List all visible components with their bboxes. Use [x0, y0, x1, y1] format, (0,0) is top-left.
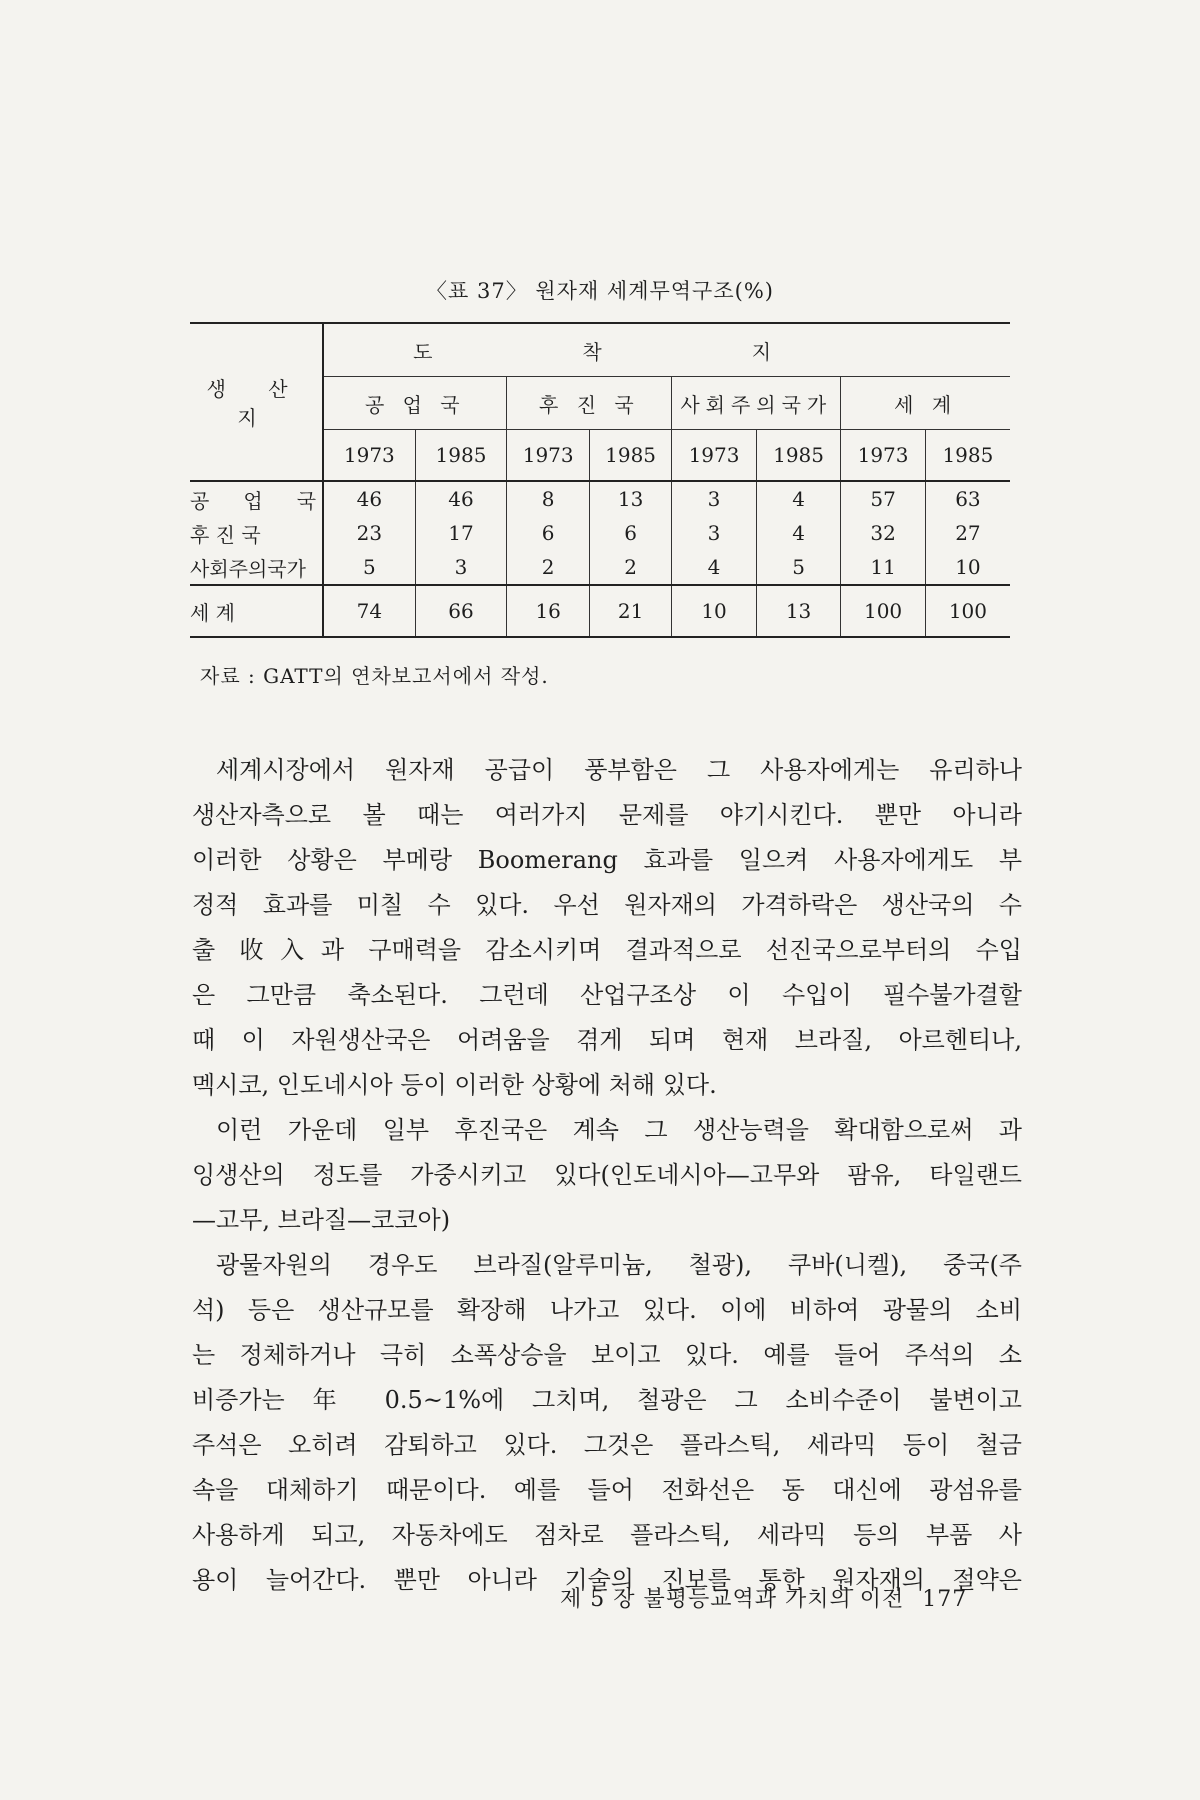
group-header-developing: 후 진 국: [507, 377, 672, 430]
text-line: 비증가는 年 0.5~1%에 그치며, 철광은 그 소비수준이 불변이고: [192, 1386, 1022, 1414]
table-cell: 5: [756, 550, 841, 585]
text-line: 생산자측으로 볼 때는 여러가지 문제를 야기시킨다. 뿐만 아니라: [192, 801, 1022, 829]
year-header: 1985: [756, 430, 841, 482]
text-line: —고무, 브라질—코코아): [192, 1206, 451, 1234]
table-cell: 63: [925, 481, 1010, 516]
table-cell: 27: [925, 516, 1010, 550]
group-header-world: 세 계: [841, 377, 1010, 430]
table-cell: 2: [589, 550, 671, 585]
table-cell: 66: [415, 585, 507, 637]
text-line: 정적 효과를 미칠 수 있다. 우선 원자재의 가격하락은 생산국의 수: [192, 891, 1022, 919]
table-cell: 13: [756, 585, 841, 637]
text-line: 주석은 오히려 감퇴하고 있다. 그것은 플라스틱, 세라믹 등이 철금: [192, 1431, 1022, 1459]
table-cell: 74: [323, 585, 415, 637]
table-cell: 11: [841, 550, 926, 585]
table-cell: 4: [756, 516, 841, 550]
row-label: 사회주의국가: [190, 550, 323, 585]
table-row: [190, 550, 1010, 585]
text-line: 은 그만큼 축소된다. 그런데 산업구조상 이 수입이 필수불가결할: [192, 981, 1022, 1009]
text-line: 속을 대체하기 때문이다. 예를 들어 전화선은 동 대신에 광섬유를: [192, 1476, 1022, 1504]
table-cell: 13: [589, 481, 671, 516]
table-cell: 100: [841, 585, 926, 637]
row-label: 세 계: [190, 585, 323, 637]
chapter-title: 제 5 장 불평등교역과 가치의 이전: [560, 1587, 905, 1612]
row-label: 공 업 국: [190, 481, 323, 516]
table-cell: 3: [672, 481, 757, 516]
text-line: 용이 늘어간다. 뿐만 아니라 기술의 진보를 통한 원자재의 절약은: [192, 1566, 1022, 1594]
text-line: 세계시장에서 원자재 공급이 풍부함은 그 사용자에게는 유리하나: [216, 756, 1022, 784]
table-cell: 17: [415, 516, 507, 550]
table-cell: 4: [672, 550, 757, 585]
year-header: 1973: [507, 430, 589, 482]
text-line: 이런 가운데 일부 후진국은 계속 그 생산능력을 확대함으로써 과: [216, 1116, 1022, 1144]
group-header-industrial: 공 업 국: [323, 377, 507, 430]
table-cell: 6: [507, 516, 589, 550]
text-line: 이러한 상황은 부메랑 Boomerang 효과를 일으켜 사용자에게도 부: [192, 846, 1022, 874]
table-cell: 5: [362, 555, 376, 579]
year-header: 1973: [841, 430, 926, 482]
table-source-note: 자료 : GATT의 연차보고서에서 작성.: [200, 664, 549, 688]
table-cell: 32: [841, 516, 926, 550]
text-line: 사용하게 되고, 자동차에도 점차로 플라스틱, 세라믹 등의 부품 사: [192, 1521, 1022, 1549]
stub-header: 생 산 지: [190, 323, 323, 481]
body-text: [192, 748, 1022, 1603]
table-cell: 10: [672, 585, 757, 637]
table-row: [190, 516, 1010, 550]
page-number: 177: [922, 1587, 968, 1612]
table-caption: 〈표 37〉 원자재 세계무역구조(%): [426, 279, 774, 303]
table-cell: 23: [356, 521, 383, 545]
table-cell: 100: [925, 585, 1010, 637]
table-cell: 46: [323, 481, 415, 516]
page-footer: [560, 1582, 967, 1613]
group-header-socialist: 사회주의국가: [672, 377, 841, 430]
year-header: 1973: [343, 443, 395, 467]
table-cell: 21: [589, 585, 671, 637]
destination-header: 도착지: [323, 323, 1010, 377]
table-cell: 10: [925, 550, 1010, 585]
table-cell: 57: [841, 481, 926, 516]
row-label: 후 진 국: [190, 516, 323, 550]
table-total-row: [190, 585, 1010, 637]
table-cell: 6: [589, 516, 671, 550]
year-header: 1985: [415, 430, 507, 482]
table-cell: 46: [415, 481, 507, 516]
table-cell: 4: [756, 481, 841, 516]
text-line: 광물자원의 경우도 브라질(알루미늄, 철광), 쿠바(니켈), 중국(주: [216, 1251, 1022, 1279]
text-line: 잉생산의 정도를 가중시키고 있다(인도네시아—고무와 팜유, 타일랜드: [192, 1161, 1022, 1189]
text-line: 출 收入과 구매력을 감소시키며 결과적으로 선진국으로부터의 수입: [192, 936, 1022, 964]
table-cell: 3: [672, 516, 757, 550]
trade-structure-table: [190, 322, 1010, 638]
table-row: [190, 481, 1010, 516]
text-line: 는 정체하거나 극히 소폭상승을 보이고 있다. 예를 들어 주석의 소: [192, 1341, 1022, 1369]
table-cell: 16: [507, 585, 589, 637]
year-header: 1985: [925, 430, 1010, 482]
year-header: 1985: [589, 430, 671, 482]
year-header: 1973: [672, 430, 757, 482]
text-line: 멕시코, 인도네시아 등이 이러한 상황에 처해 있다.: [192, 1071, 717, 1099]
table-cell: 3: [415, 550, 507, 585]
table-cell: 8: [507, 481, 589, 516]
text-line: 석) 등은 생산규모를 확장해 나가고 있다. 이에 비하여 광물의 소비: [192, 1296, 1022, 1324]
table-cell: 2: [507, 550, 589, 585]
text-line: 때 이 자원생산국은 어려움을 겪게 되며 현재 브라질, 아르헨티나,: [192, 1026, 1022, 1054]
